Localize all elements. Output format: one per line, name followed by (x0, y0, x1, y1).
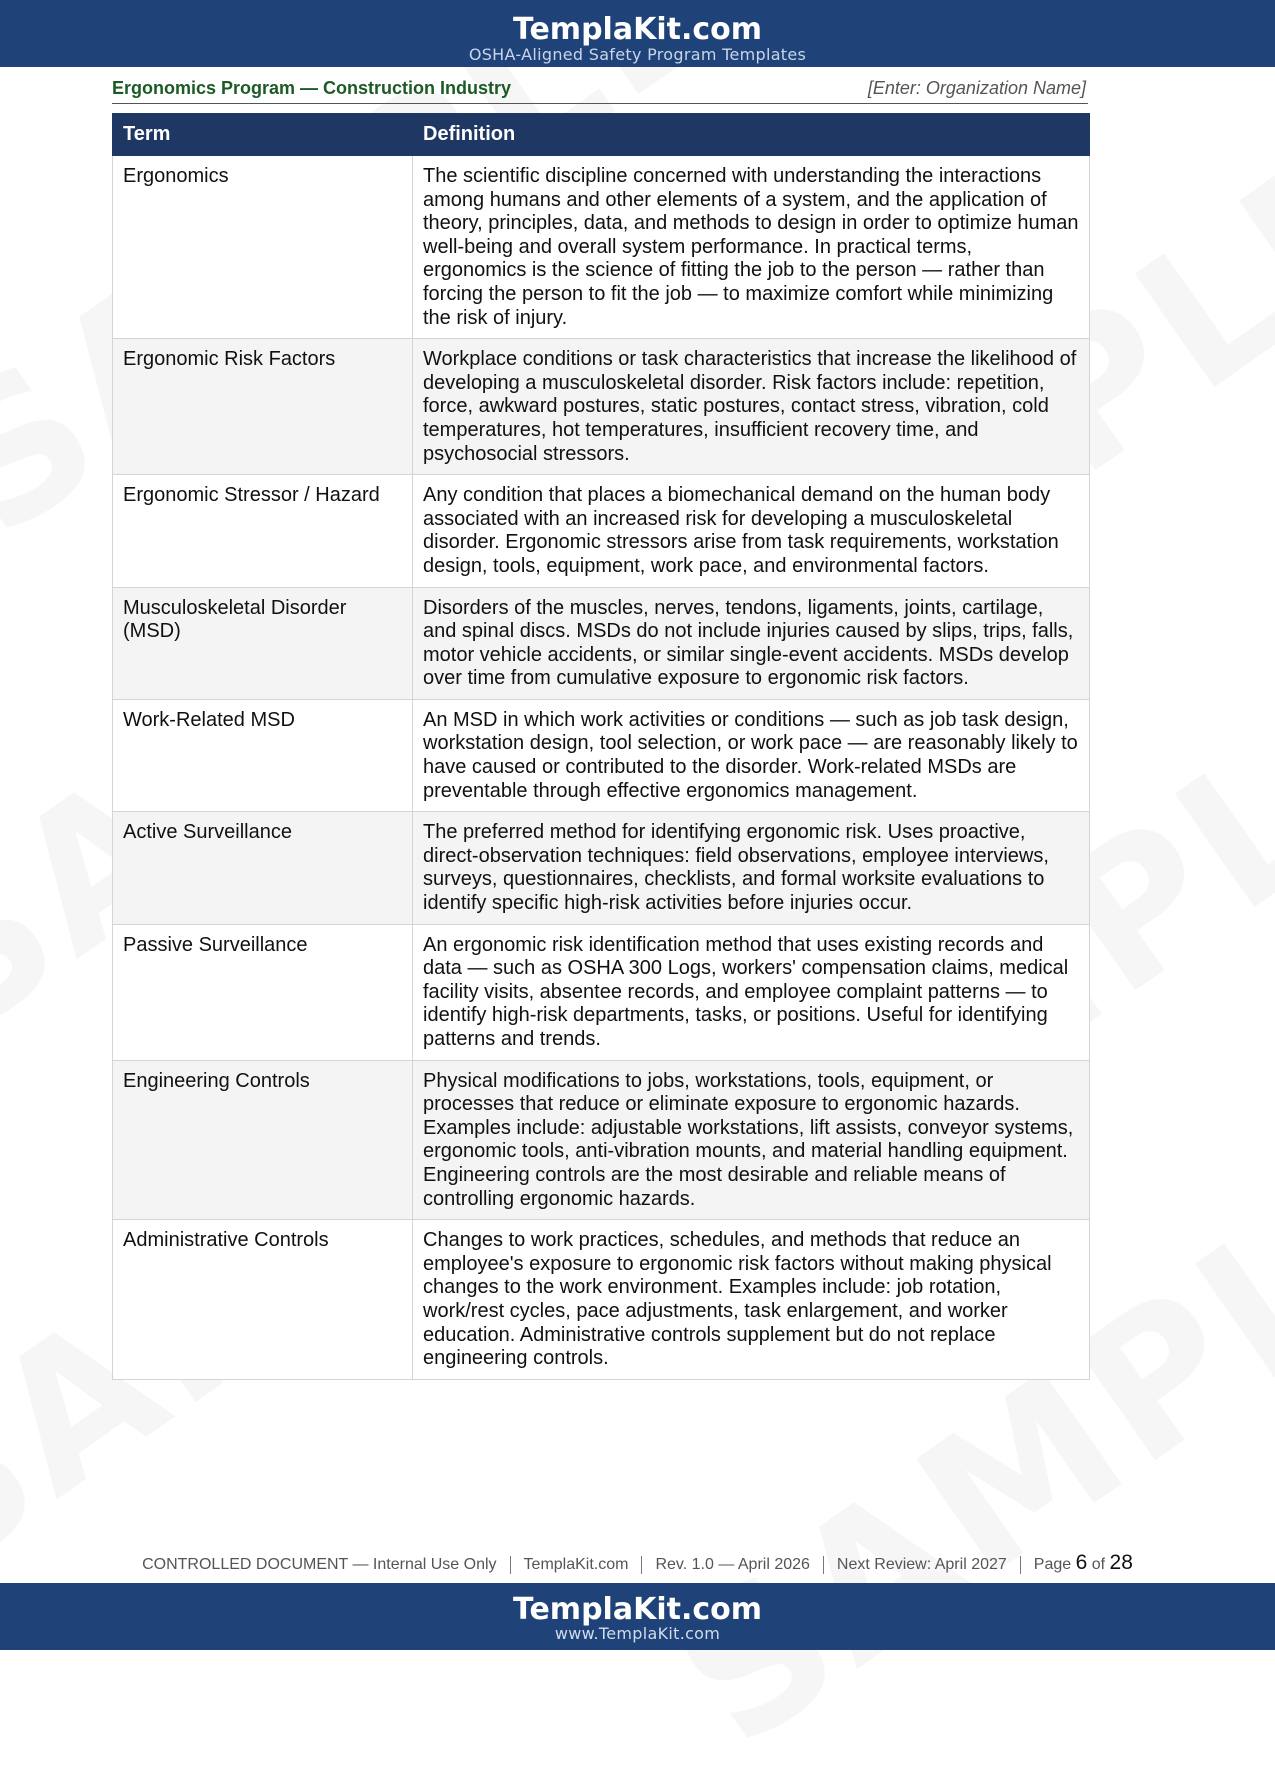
brand-tagline: OSHA-Aligned Safety Program Templates (468, 45, 807, 64)
bottom-banner (0, 1583, 1275, 1650)
table-row (113, 475, 1090, 587)
next-review-date: Next Review: April 2027 (836, 1556, 1007, 1573)
definition-cell: Disorders of the muscles, nerves, tendons, ligaments, joints, cartilage, and spinal discs. MSDs do not include injuries caused by slips, trips, falls, motor vehicle accidents, or similar single-event accidents. MSDs develop over time from cumulative exposure to ergonomic risk factors. (413, 587, 1090, 699)
table-row (113, 924, 1090, 1060)
brand-logo-text: TemplaKit.com (512, 12, 762, 47)
page-total: 28 (1109, 1551, 1133, 1574)
top-banner (0, 0, 1275, 67)
definition-cell: Any condition that places a biomechanical demand on the human body associated with an increased risk for developing a musculoskeletal disorder. Ergonomic stressors arise from task requirements, workstation design, tools, equipment, work pace, and environmental factors. (413, 475, 1090, 587)
page-label: Page (1033, 1556, 1072, 1573)
document-title: Ergonomics Program — Construction Industry (112, 78, 512, 98)
definition-cell: Physical modifications to jobs, workstations, tools, equipment, or processes that reduce or eliminate exposure to ergonomic hazards. Examples include: adjustable workstations, lift assists, conveyor systems, ergonomic tools, anti-vibration mounts, and material handling equipment. Engineering controls are the most desirable and reliable means of controlling ergonomic hazards. (413, 1060, 1090, 1220)
term-cell: Engineering Controls (113, 1060, 413, 1220)
table-row (113, 587, 1090, 699)
footer-divider (823, 1556, 824, 1574)
term-cell: Musculoskeletal Disorder (MSD) (113, 587, 413, 699)
footer-divider (510, 1556, 511, 1574)
table-row (113, 699, 1090, 811)
footer-divider (1020, 1556, 1021, 1574)
definition-cell: Workplace conditions or task characteristics that increase the likelihood of developing a musculoskeletal disorder. Risk factors include: repetition, force, awkward postures, static postures, contact stress, vibration, cold temperatures, hot temperatures, insufficient recovery time, and psychosocial stressors. (413, 339, 1090, 475)
term-cell: Work-Related MSD (113, 699, 413, 811)
term-cell: Ergonomics (113, 156, 413, 339)
definition-cell: An ergonomic risk identification method that uses existing records and data — such as OSHA 300 Logs, workers' compensation claims, medical facility visits, absentee records, and employee complaint patterns — to identify high-risk departments, tasks, or positions. Useful for identifying patterns and trends. (413, 924, 1090, 1060)
page-of-label: of (1091, 1556, 1106, 1573)
definition-cell: The scientific discipline concerned with understanding the interactions among humans and other elements of a system, and the application of theory, principles, data, and methods to design in order to optimize human well-being and overall system performance. In practical terms, ergonomics is the science of fitting the job to the person — rather than forcing the person to fit the job — to maximize comfort while minimizing the risk of injury. (413, 156, 1090, 339)
definition-cell: An MSD in which work activities or conditions — such as job task design, workstation design, tool selection, or work pace — are reasonably likely to have caused or contributed to the disorder. Work-related MSDs are preventable through effective ergonomics management. (413, 699, 1090, 811)
term-cell: Passive Surveillance (113, 924, 413, 1060)
controlled-document-notice: CONTROLLED DOCUMENT — Internal Use Only (142, 1556, 497, 1573)
table-row (113, 812, 1090, 924)
brand-logo-text: TemplaKit.com (512, 1592, 762, 1627)
definition-cell: The preferred method for identifying ergonomic risk. Uses proactive, direct-observation techniques: field observations, employee interviews, surveys, questionnaires, checklists, and formal worksite evaluations to identify specific high-risk activities before injuries occur. (413, 812, 1090, 924)
footer-divider (641, 1556, 642, 1574)
table-row (113, 1060, 1090, 1220)
term-cell: Ergonomic Stressor / Hazard (113, 475, 413, 587)
page-current: 6 (1075, 1551, 1088, 1574)
table-row (113, 156, 1090, 339)
table-row (113, 1220, 1090, 1380)
term-cell: Administrative Controls (113, 1220, 413, 1380)
term-column-header: Term (113, 114, 413, 156)
definitions-table (112, 113, 1090, 1380)
brand-url: www.TemplaKit.com (554, 1624, 721, 1643)
definition-column-header: Definition (413, 114, 1090, 156)
footer-site: TemplaKit.com (523, 1556, 629, 1573)
organization-name-placeholder: [Enter: Organization Name] (867, 78, 1086, 98)
definition-cell: Changes to work practices, schedules, and methods that reduce an employee's exposure to ergonomic risk factors without making physical changes to the work environment. Examples include: job rotation, work/rest cycles, pace adjustments, task enlargement, and worker education. Administrative controls supplement but do not replace engineering controls. (413, 1220, 1090, 1380)
revision-info: Rev. 1.0 — April 2026 (655, 1556, 810, 1573)
document-footer (0, 1551, 1275, 1575)
document-header (112, 77, 1088, 104)
term-cell: Active Surveillance (113, 812, 413, 924)
term-cell: Ergonomic Risk Factors (113, 339, 413, 475)
table-row (113, 339, 1090, 475)
table-header-row (113, 114, 1090, 156)
